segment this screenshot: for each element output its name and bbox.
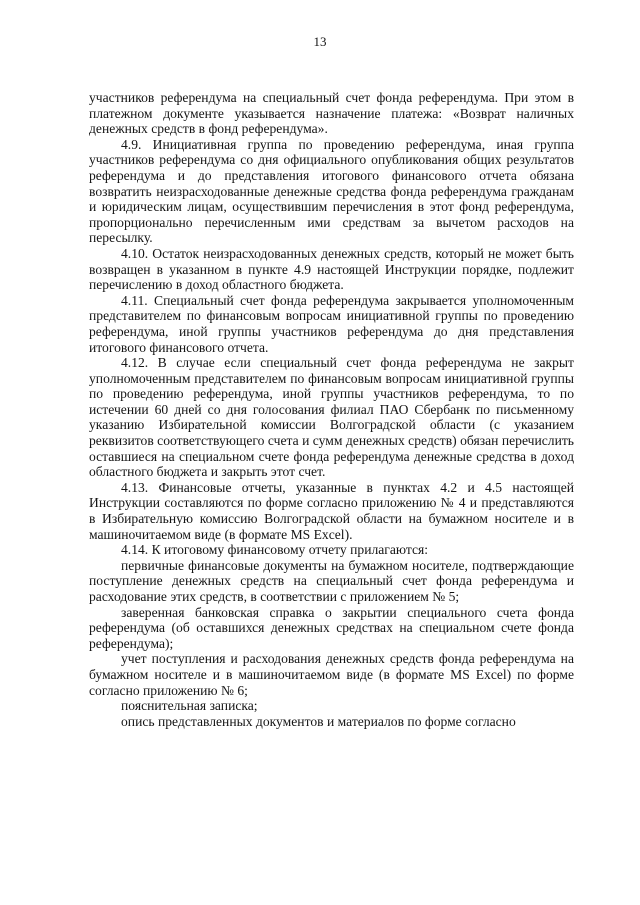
paragraph-4-9: 4.9. Инициативная группа по проведению референдума, иная группа участников референдума со дня официального опубликования общих результатов референдума и до представления итогового финансового отчета обязана возвратить неизрасходованные денежные средства фонда референдума гражданам и юридическим лицам, осуществившим перечисления в этот фонд референдума, пропорционально перечисленным ими средствам за вычетом расходов на пересылку. <box>89 136 574 246</box>
paragraph-4-14: 4.14. К итоговому финансовому отчету прилагаются: <box>121 542 429 558</box>
paragraph-4-13: 4.13. Финансовые отчеты, указанные в пунктах 4.2 и 4.5 настоящей Инструкции составляются по форме согласно приложению № 4 и представляются в Избирательную комиссию Волгоградской области на бумажном носителе и в машиночитаемом виде (в формате MS Excel). <box>89 479 574 542</box>
list-item-explanatory-note: пояснительная записка; <box>121 698 258 714</box>
list-item-inventory: опись представленных документов и материалов по форме согласно <box>121 713 516 729</box>
list-item-bank-certificate: заверенная банковская справка о закрытии специального счета фонда референдума (об оставшихся денежных средствах на специальном счете фонда референдума); <box>89 604 574 651</box>
body-text <box>89 90 574 729</box>
list-item-primary-documents: первичные финансовые документы на бумажном носителе, подтверждающие поступление денежных средств на специальный счет фонда референдума и расходование этих средств, в соответствии с приложением № 5; <box>89 557 574 604</box>
paragraph-4-12: 4.12. В случае если специальный счет фонда референдума не закрыт уполномоченным представителем по финансовым вопросам инициативной группы по проведению референдума, иной группы участников референдума, то по истечении 60 дней со дня голосования филиал ПАО Сбербанк по письменному указанию Избирательной комиссии Волгоградской области (с указанием реквизитов соответствующего счета и сумм денежных средств) обязан перечислить оставшиеся на специальном счете фонда референдума денежные средства в доход областного бюджета и закрыть этот счет. <box>89 355 574 480</box>
paragraph-4-10: 4.10. Остаток неизрасходованных денежных средств, который не может быть возвращен в указанном в пункте 4.9 настоящей Инструкции порядке, подлежит перечислению в доход областного бюджета. <box>89 245 574 293</box>
paragraph: участников референдума на специальный счет фонда референдума. При этом в платежном документе указывается назначение платежа: «Возврат наличных денежных средств в фонд референдума». <box>89 90 574 137</box>
paragraph-4-11: 4.11. Специальный счет фонда референдума закрывается уполномоченным представителем по финансовым вопросам инициативной группы по проведению референдума, иной группы участников референдума до дня представления итогового финансового отчета. <box>89 292 574 355</box>
list-item-accounting-record: учет поступления и расходования денежных средств фонда референдума на бумажном носителе и в машиночитаемом виде (в формате MS Excel) по форме согласно приложению № 6; <box>89 651 574 698</box>
page-number: 13 <box>313 34 327 49</box>
